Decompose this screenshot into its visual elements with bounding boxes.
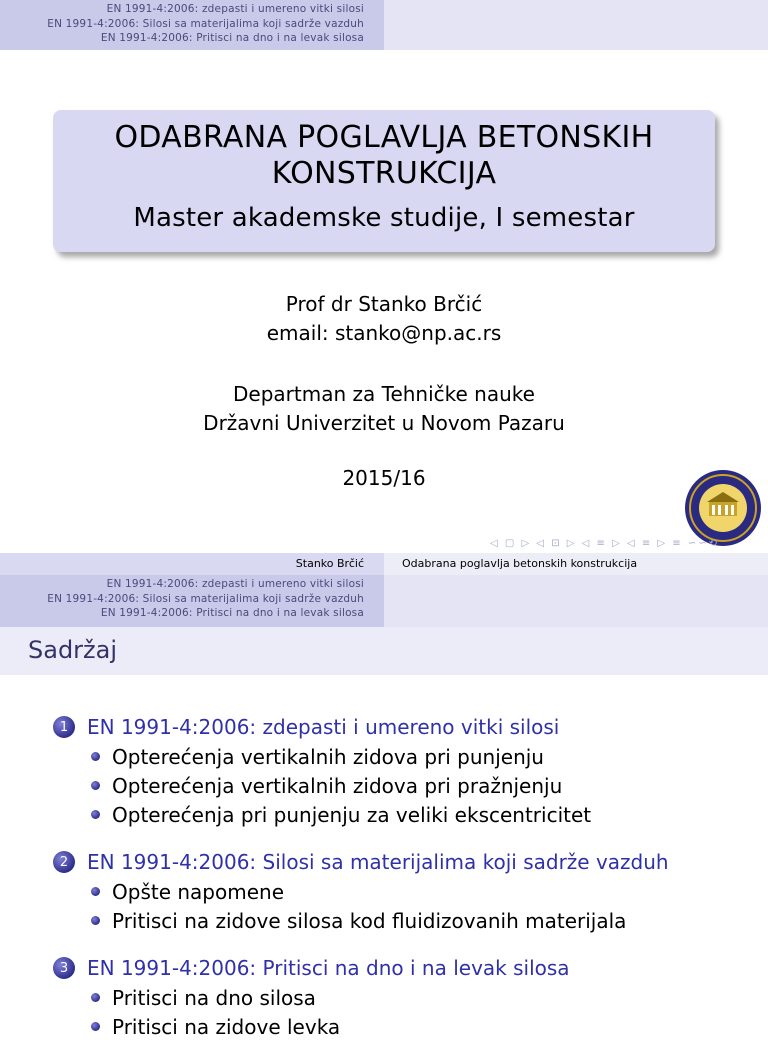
footer-course: Odabrana poglavlja betonskih konstrukcija xyxy=(384,553,768,575)
footer-author: Stanko Brčić xyxy=(295,557,364,570)
toc-subsection-link[interactable] xyxy=(91,742,753,771)
toc-subsection-link[interactable] xyxy=(91,983,753,1012)
bullet-icon xyxy=(91,1022,100,1031)
toc-section xyxy=(53,953,753,1041)
toc-section-link[interactable] xyxy=(53,712,753,742)
toc-section xyxy=(53,712,753,829)
author-name: Prof dr Stanko Brčić xyxy=(285,292,483,316)
header-section-link[interactable]: EN 1991-4:2006: Pritisci na dno i na levak silosa xyxy=(100,607,364,619)
toc-section-link[interactable] xyxy=(53,847,753,877)
bullet-icon xyxy=(91,993,100,1002)
header-section-link[interactable]: EN 1991-4:2006: zdepasti i umereno vitki silosi xyxy=(106,3,364,15)
bullet-icon xyxy=(91,752,100,761)
slide-header xyxy=(0,575,768,627)
presentation-title: ODABRANA POGLAVLJA BETONSKIH KONSTRUKCIJA xyxy=(114,120,654,191)
header-section-link[interactable]: EN 1991-4:2006: Silosi sa materijalima koji sadrže vazduh xyxy=(47,592,364,605)
header-section-link[interactable]: EN 1991-4:2006: zdepasti i umereno vitki silosi xyxy=(106,578,364,590)
table-of-contents xyxy=(53,712,753,1059)
header-section-link[interactable]: EN 1991-4:2006: Silosi sa materijalima koji sadrže vazduh xyxy=(47,17,364,30)
toc-subsection-title: Pritisci na zidove silosa kod fluidizovanih materijala xyxy=(112,908,627,933)
toc-subsection-link[interactable] xyxy=(91,906,753,935)
toc-subsection-link[interactable] xyxy=(91,800,753,829)
department-name: Departman za Tehničke nauke xyxy=(233,382,535,406)
toc-subsection-link[interactable] xyxy=(91,771,753,800)
header-section-list xyxy=(47,2,384,46)
slide-header xyxy=(0,0,768,50)
title-block xyxy=(53,110,715,252)
toc-subsection-link[interactable] xyxy=(91,1012,753,1041)
toc-subsection-title: Pritisci na dno silosa xyxy=(112,985,316,1010)
toc-subsection-title: Pritisci na zidove levka xyxy=(112,1014,341,1039)
toc-subsection-link[interactable] xyxy=(91,877,753,906)
beamer-navigation[interactable]: ◁ ▢ ▷ ◁ ⊡ ▷ ◁ ≡ ▷ ◁ ≡ ▷ ≡ ∽∽⟲ xyxy=(490,538,719,549)
author-block xyxy=(0,290,768,348)
toc-section-title: EN 1991-4:2006: Silosi sa materijalima koji sadrže vazduh xyxy=(87,850,669,874)
author-email: email: stanko@np.ac.rs xyxy=(266,321,502,345)
toc-section-link[interactable] xyxy=(53,953,753,983)
bullet-icon xyxy=(91,887,100,896)
bullet-icon xyxy=(91,781,100,790)
bullet-icon xyxy=(91,916,100,925)
section-number-icon: 2 xyxy=(53,851,75,873)
university-name: Državni Univerzitet u Novom Pazaru xyxy=(203,411,565,435)
bullet-icon xyxy=(91,810,100,819)
toc-subsection-title: Opterećenja vertikalnih zidova pri punjenju xyxy=(112,744,544,769)
toc-section xyxy=(53,847,753,935)
presentation-subtitle: Master akademske studije, I semestar xyxy=(133,203,635,233)
toc-subsection-title: Opterećenja pri punjenju za veliki ekscentricitet xyxy=(112,802,592,827)
header-section-list xyxy=(47,577,384,621)
toc-subsection-title: Opšte napomene xyxy=(112,879,284,904)
university-seal-icon xyxy=(683,468,763,548)
section-number-icon: 3 xyxy=(53,957,75,979)
toc-section-title: EN 1991-4:2006: Pritisci na dno i na levak silosa xyxy=(87,956,570,980)
slide-footer xyxy=(0,553,768,575)
frame-title: Sadržaj xyxy=(28,636,118,664)
frame-title-bar xyxy=(0,627,768,675)
academic-year: 2015/16 xyxy=(342,466,426,490)
toc-subsection-title: Opterećenja vertikalnih zidova pri pražnjenju xyxy=(112,773,563,798)
toc-section-title: EN 1991-4:2006: zdepasti i umereno vitki silosi xyxy=(87,715,560,739)
header-section-link[interactable]: EN 1991-4:2006: Pritisci na dno i na levak silosa xyxy=(100,32,364,44)
institution-block xyxy=(0,380,768,438)
section-number-icon: 1 xyxy=(53,716,75,738)
